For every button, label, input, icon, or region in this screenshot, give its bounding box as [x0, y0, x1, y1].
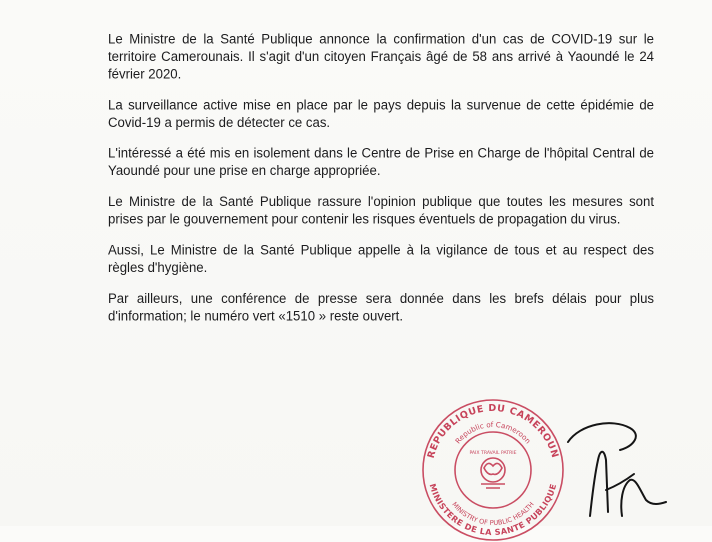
minister-signature: [560, 420, 670, 520]
stamp-bottom-text: MINISTRY OF PUBLIC HEALTH: [450, 500, 536, 528]
signature-cross-stroke: [606, 474, 634, 490]
signature-stroke-2: [621, 480, 666, 516]
stamp-motto: PAIX TRAVAIL PATRIE: [469, 451, 517, 456]
stamp-outer-text: REPUBLIQUE DU CAMEROUN: [425, 402, 561, 460]
paragraph-announcement: Le Ministre de la Santé Publique annonce la confirmation d'un cas de COVID-19 sur le territoire Camerounais. Il s'agit d'un citoyen Français âgé de 58 ans arrivé à Yaoundé le 24 février 2020.: [108, 31, 654, 82]
stamp-emblem-flower: [484, 463, 502, 474]
ministry-stamp: [418, 392, 568, 542]
stamp-emblem-base: [481, 484, 505, 488]
paragraph-press-conference: Par ailleurs, une conférence de presse sera donnée dans les brefs délais pour plus d'information; le numéro vert «1510 » reste ouvert.: [108, 290, 654, 324]
paragraph-vigilance: Aussi, Le Ministre de la Santé Publique appelle à la vigilance de tous et au respect des règles d'hygiène.: [108, 242, 654, 276]
press-release-body: [108, 30, 654, 338]
signature-stroke-1: [590, 452, 608, 516]
stamp-inner-text: Republic of Cameroon: [453, 419, 533, 446]
stamp-bottom-text-fr: MINISTERE DE LA SANTE PUBLIQUE: [427, 482, 559, 538]
signature-upper-loop: [568, 423, 636, 450]
paragraph-surveillance: La surveillance active mise en place par le pays depuis la survenue de cette épidémie de Covid-19 a permis de détecter ce cas.: [108, 96, 654, 130]
paragraph-reassurance: Le Ministre de la Santé Publique rassure l'opinion publique que toutes les mesures sont prises par le gouvernement pour contenir les risques éventuels de propagation du virus.: [108, 193, 654, 227]
paragraph-isolation: L'intéressé a été mis en isolement dans le Centre de Prise en Charge de l'hôpital Central de Yaoundé pour une prise en charge appropriée.: [108, 145, 654, 179]
stamp-inner-ring: [455, 432, 531, 508]
